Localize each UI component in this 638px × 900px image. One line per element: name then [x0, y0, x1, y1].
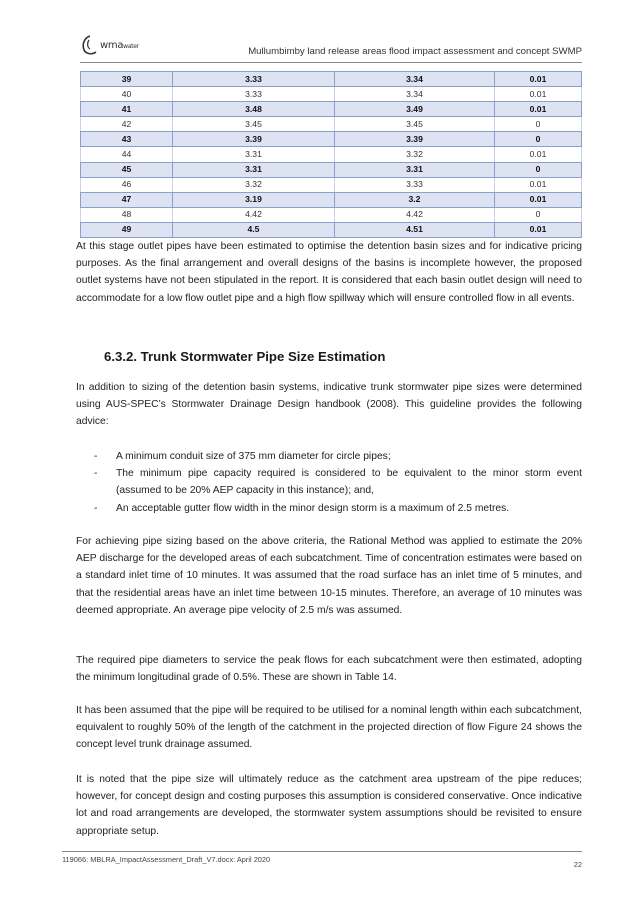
- table-cell-diff: 0: [495, 162, 582, 177]
- paragraph-intro-pipe-sizing: In addition to sizing of the detention basin systems, indicative trunk stormwater pipe sizes were determined using AUS-SPEC’s Stormwater Drainage Design handbook (2008). This guideline provides the following advice:: [76, 382, 582, 428]
- table-row: [81, 177, 582, 192]
- table-cell-id: 45: [81, 162, 173, 177]
- table-cell-id: 41: [81, 102, 173, 117]
- table-cell-b: 3.31: [335, 162, 495, 177]
- table-cell-diff: 0.01: [495, 222, 582, 237]
- table-cell-a: 3.39: [173, 132, 335, 147]
- table-cell-a: 3.45: [173, 117, 335, 132]
- table-row: [81, 192, 582, 207]
- advice-list: [76, 448, 582, 517]
- table-cell-b: 3.32: [335, 147, 495, 162]
- table-cell-id: 40: [81, 87, 173, 102]
- paragraph-pipe-diameters: The required pipe diameters to service the peak flows for each subcatchment were then estimated, adopting the minimum longitudinal grade of 0.5%. These are shown in Table 14.: [76, 655, 582, 684]
- table-cell-a: 3.48: [173, 102, 335, 117]
- table-cell-id: 44: [81, 147, 173, 162]
- table-cell-b: 4.51: [335, 222, 495, 237]
- document-title: Mullumbimby land release areas flood impact assessment and concept SWMP: [248, 46, 582, 57]
- table-cell-b: 3.2: [335, 192, 495, 207]
- table-cell-a: 3.31: [173, 147, 335, 162]
- table-row: [81, 207, 582, 222]
- table-cell-diff: 0: [495, 207, 582, 222]
- paragraph-outlet-pipes: At this stage outlet pipes have been estimated to optimise the detention basin sizes and for indicative pricing purposes. As the final arrangement and overall designs of the basins is incomplete however, the proposed outlet systems have not been stipulated in the report. It is considered that each basin outlet design will need to accommodate for a low flow outlet pipe and a high flow spillway which will ensure controlled flow in all events.: [76, 241, 582, 304]
- page-number: 22: [573, 860, 582, 869]
- list-item: - The minimum pipe capacity required is considered to be equivalent to the minor storm event (assumed to be 20% AEP capacity in this instance); and,: [94, 468, 582, 497]
- table-row: [81, 132, 582, 147]
- paragraph-rational-method: For achieving pipe sizing based on the above criteria, the Rational Method was applied to estimate the 20% AEP discharge for the developed areas of each subcatchment. Time of concentration estimates were based on a standard inlet time of 10 minutes. It was assumed that the road surface has an inlet time of 5 minutes, and that the residential areas have an inlet time between 10-15 minutes. Therefore, an average of 10 minutes was deemed appropriate. An average pipe velocity of 2.5 m/s was assumed.: [76, 536, 582, 616]
- footer-document-reference: 119066: MBLRA_ImpactAssessment_Draft_V7.docx: April 2020: [62, 855, 271, 864]
- company-logo: [80, 34, 150, 62]
- table-cell-b: 3.49: [335, 102, 495, 117]
- table-row: [81, 222, 582, 237]
- table-cell-id: 43: [81, 132, 173, 147]
- table-cell-diff: 0.01: [495, 102, 582, 117]
- table-cell-a: 4.5: [173, 222, 335, 237]
- table-row: [81, 87, 582, 102]
- table-cell-a: 3.32: [173, 177, 335, 192]
- table-cell-diff: 0: [495, 132, 582, 147]
- list-item: - An acceptable gutter flow width in the minor design storm is a maximum of 2.5 metres.: [94, 502, 510, 514]
- table-cell-diff: 0.01: [495, 177, 582, 192]
- table-cell-diff: 0.01: [495, 72, 582, 87]
- table-cell-b: 3.33: [335, 177, 495, 192]
- table-cell-b: 3.45: [335, 117, 495, 132]
- paragraph-nominal-length: It has been assumed that the pipe will be required to be utilised for a nominal length within each subcatchment, equivalent to roughly 50% of the length of the catchment in the projected direction of flow Figure 24 shows the concept level trunk drainage assumed.: [76, 705, 582, 751]
- section-heading: 6.3.2. Trunk Stormwater Pipe Size Estimation: [104, 349, 386, 364]
- table-row: [81, 72, 582, 87]
- table-cell-a: 3.33: [173, 72, 335, 87]
- table-cell-a: 3.33: [173, 87, 335, 102]
- page-header: [80, 34, 580, 66]
- wave-logo-icon: [80, 34, 100, 56]
- table-cell-b: 3.34: [335, 87, 495, 102]
- table-cell-b: 4.42: [335, 207, 495, 222]
- table-cell-id: 46: [81, 177, 173, 192]
- table-cell-diff: 0: [495, 117, 582, 132]
- table-cell-b: 3.39: [335, 132, 495, 147]
- table-cell-b: 3.34: [335, 72, 495, 87]
- table-cell-diff: 0.01: [495, 192, 582, 207]
- table-cell-id: 47: [81, 192, 173, 207]
- table-row: [81, 162, 582, 177]
- table-cell-id: 39: [81, 72, 173, 87]
- results-table: [80, 71, 582, 238]
- list-item: - A minimum conduit size of 375 mm diameter for circle pipes;: [94, 451, 391, 462]
- table-cell-id: 49: [81, 222, 173, 237]
- table-cell-diff: 0.01: [495, 87, 582, 102]
- table-cell-id: 42: [81, 117, 173, 132]
- paragraph-conservative-assumption: It is noted that the pipe size will ultimately reduce as the catchment area upstream of the pipe reduces; however, for concept design and costing purposes this assumption is considered conservative. Once indicative lot and road arrangements are developed, the stormwater system assumptions should be revisited to ensure appropriate setup.: [76, 774, 582, 837]
- footer-divider: [62, 851, 582, 852]
- table-cell-a: 3.19: [173, 192, 335, 207]
- table-cell-a: 3.31: [173, 162, 335, 177]
- table-row: [81, 147, 582, 162]
- table-row: [81, 117, 582, 132]
- table-row: [81, 102, 582, 117]
- table-cell-diff: 0.01: [495, 147, 582, 162]
- logo-text: wmawater: [100, 40, 139, 51]
- header-divider: [80, 62, 582, 63]
- table-cell-id: 48: [81, 207, 173, 222]
- table-cell-a: 4.42: [173, 207, 335, 222]
